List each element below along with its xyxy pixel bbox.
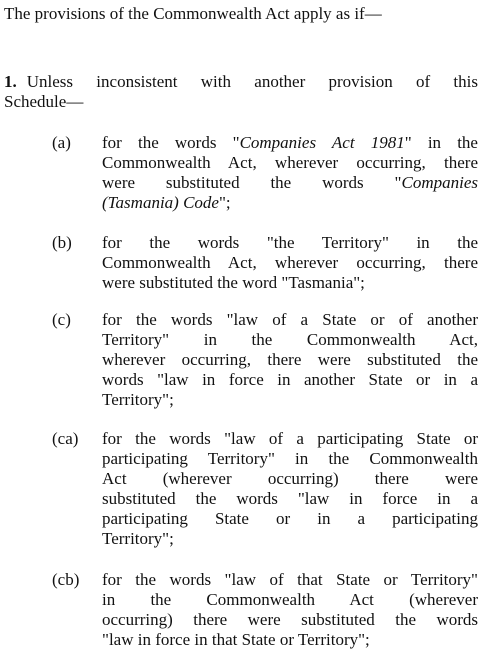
item-label: (c) <box>52 310 71 329</box>
item-text <box>102 570 478 650</box>
item-c-line-3: wherever occurring, there were substituted the <box>102 350 478 369</box>
italic-term: Companies <box>401 173 478 192</box>
item-a-line-4: (Tasmania) Code"; <box>102 193 231 212</box>
item-b-line-2: Commonwealth Act, wherever occurring, there <box>102 253 478 272</box>
item-a-line-1: for the words "Companies Act 1981" in the <box>102 133 478 152</box>
item-c-line-5: Territory"; <box>102 390 174 409</box>
item-text <box>102 310 478 410</box>
item-c-line-4: words "law in force in another State or in a <box>102 370 478 389</box>
clause-line-2: Schedule— <box>4 92 84 111</box>
item-b-line-1: for the words "the Territory" in the <box>102 233 478 252</box>
clause-number: 1. <box>4 72 17 91</box>
clause-text-line-1: Unless inconsistent with another provision of this <box>26 72 478 91</box>
italic-term: (Tasmania) Code <box>102 193 219 212</box>
item-a-line-3: were substituted the words "Companies <box>102 173 478 192</box>
item-text <box>102 133 478 213</box>
item-ca-line-3: Act (wherever occurring) there were <box>102 469 478 488</box>
intro-text: The provisions of the Commonwealth Act apply as if— <box>4 4 382 23</box>
item-a-line-2: Commonwealth Act, wherever occurring, there <box>102 153 478 172</box>
item-c-line-1: for the words "law of a State or of another <box>102 310 478 329</box>
item-b-line-3: were substituted the word "Tasmania"; <box>102 273 365 292</box>
item-text <box>102 233 478 293</box>
item-ca-line-4: substituted the words "law in force in a <box>102 489 478 508</box>
clause-1 <box>4 72 478 112</box>
item-cb-line-3: occurring) there were substituted the words <box>102 610 478 629</box>
item-label: (b) <box>52 233 72 252</box>
item-label: (a) <box>52 133 71 152</box>
item-ca-line-6: Territory"; <box>102 529 174 548</box>
item-cb-line-4: "law in force in that State or Territory"; <box>102 630 370 649</box>
item-label: (ca) <box>52 429 79 448</box>
item-ca-line-1: for the words "law of a participating State or <box>102 429 478 448</box>
item-c-line-2: Territory" in the Commonwealth Act, <box>102 330 478 349</box>
item-cb-line-1: for the words "law of that State or Territory" <box>102 570 478 589</box>
item-text <box>102 429 478 549</box>
item-ca-line-5: participating State or in a participating <box>102 509 478 528</box>
item-ca-line-2: participating Territory" in the Commonwealth <box>102 449 478 468</box>
clause-line-1 <box>4 72 478 92</box>
item-cb-line-2: in the Commonwealth Act (wherever <box>102 590 478 609</box>
italic-term: Companies Act 1981 <box>239 133 405 152</box>
item-label: (cb) <box>52 570 80 589</box>
